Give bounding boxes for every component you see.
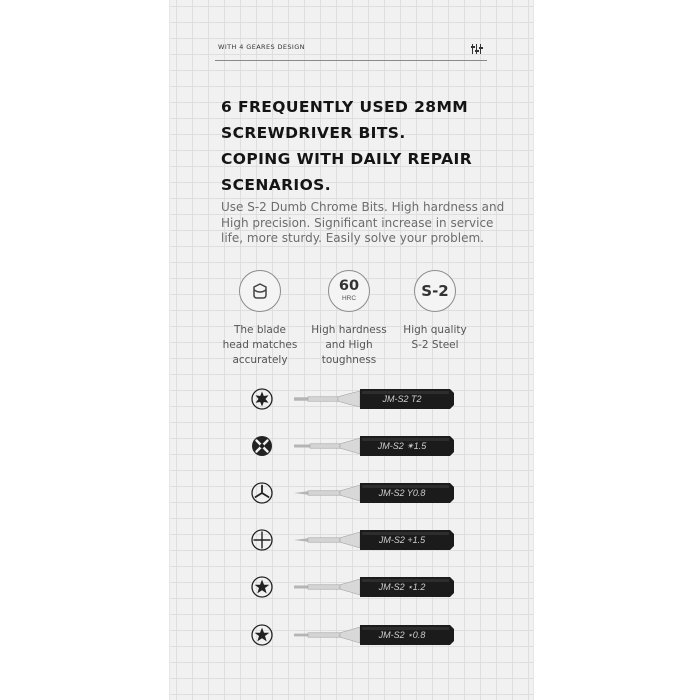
star-icon (251, 624, 273, 646)
bit-row (170, 522, 533, 558)
bit-row (170, 569, 533, 605)
headline-line: COPING WITH DAILY REPAIR (221, 150, 473, 168)
star-icon (251, 576, 273, 598)
s2-badge (414, 270, 456, 312)
hrc-value: 60 (338, 278, 360, 294)
headline (221, 94, 521, 198)
bit-row (170, 381, 533, 417)
left-margin (0, 0, 169, 700)
top-bar (215, 40, 487, 61)
bit-label: JM-S2 ⋆1.2 (378, 582, 426, 592)
bit-row (170, 475, 533, 511)
description: Use S-2 Dumb Chrome Bits. High hardness and High precision. Significant increase in service life, more sturdy. Easily solve your problem. (221, 200, 505, 245)
sliders-icon[interactable] (471, 44, 483, 54)
bit-row (170, 617, 533, 653)
bit-label: JM-S2 ✴1.5 (377, 441, 427, 451)
s2-value: S-2 (421, 282, 449, 300)
feature-blade-head (215, 270, 305, 368)
bit-label: JM-S2 Y0.8 (378, 488, 426, 498)
feature-label (215, 323, 305, 368)
headline-line: 6 FREQUENTLY USED 28MM (221, 98, 469, 116)
feature-label (390, 323, 480, 353)
feature-label-line: S-2 Steel (411, 339, 459, 351)
phillips-icon (251, 529, 273, 551)
tagline: WITH 4 GEARES DESIGN (218, 43, 305, 51)
headline-line: SCENARIOS. (221, 176, 332, 194)
feature-steel (390, 270, 480, 353)
feature-label-line: and High (325, 339, 373, 351)
feature-label-line: accurately (232, 354, 288, 366)
feature-label-line: High quality (403, 324, 467, 336)
pentalobe-icon (251, 435, 273, 457)
feature-label-line: The blade (233, 324, 286, 336)
bit-label: JM-S2 ⋆0.8 (378, 630, 426, 640)
bit-row (170, 428, 533, 464)
tri-wing-icon (251, 482, 273, 504)
hrc-badge (328, 270, 370, 312)
feature-label-line: High hardness (311, 324, 387, 336)
right-margin (532, 0, 700, 700)
bit-label: JM-S2 T2 (382, 394, 422, 404)
blade-head-icon (239, 270, 281, 312)
headline-line: SCREWDRIVER BITS. (221, 124, 406, 142)
feature-label-line: head matches (222, 339, 298, 351)
product-panel (169, 0, 534, 700)
bit-label: JM-S2 +1.5 (378, 535, 426, 545)
feature-hardness (304, 270, 394, 368)
feature-label-line: toughness (321, 354, 377, 366)
torx-icon (251, 388, 273, 410)
hrc-unit: HRC (341, 295, 357, 302)
feature-label (304, 323, 394, 368)
